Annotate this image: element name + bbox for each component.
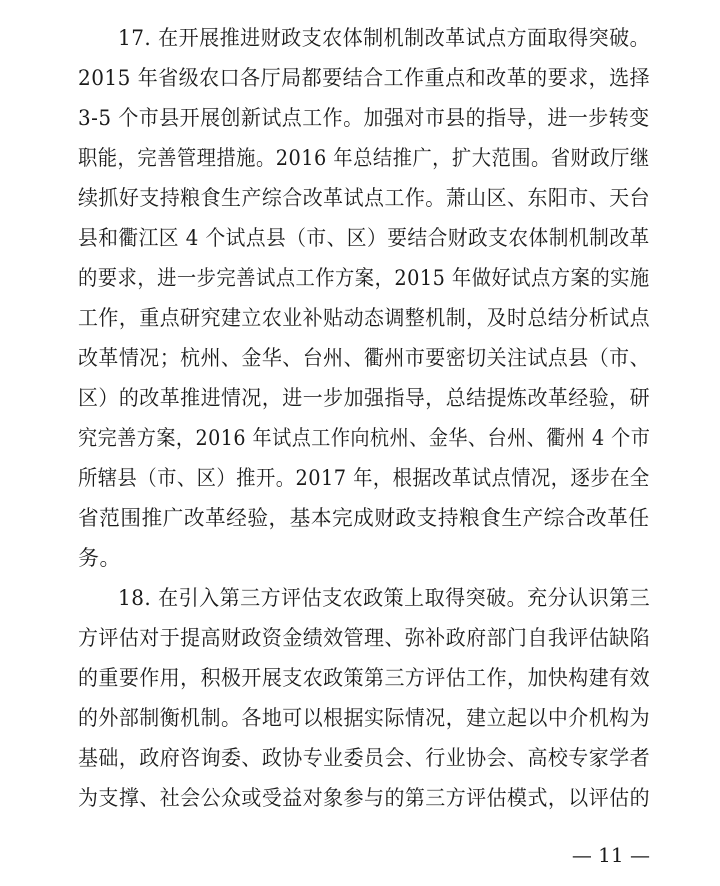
page-number: — 11 —	[571, 843, 650, 867]
paragraph-line: 职能，完善管理措施。2016 年总结推广，扩大范围。省财政厅继	[78, 146, 650, 170]
paragraph-line: 务。	[78, 546, 121, 570]
paragraph-line: 17. 在开展推进财政支农体制机制改革试点方面取得突破。	[118, 26, 651, 50]
paragraph-line: 工作，重点研究建立农业补贴动态调整机制，及时总结分析试点	[78, 306, 651, 330]
paragraph-line: 基础，政府咨询委、政协专业委员会、行业协会、高校专家学者	[78, 746, 651, 770]
paragraph-line: 区）的改革推进情况，进一步加强指导，总结提炼改革经验，研	[78, 386, 651, 410]
paragraph-line: 续抓好支持粮食生产综合改革试点工作。萧山区、东阳市、天台	[78, 186, 651, 210]
paragraph-line: 为支撑、社会公众或受益对象参与的第三方评估模式，以评估的	[78, 786, 651, 810]
paragraph-line: 方评估对于提高财政资金绩效管理、弥补政府部门自我评估缺陷	[78, 626, 651, 650]
paragraph-line: 县和衢江区 4 个试点县（市、区）要结合财政支农体制机制改革	[78, 226, 650, 250]
paragraph-line: 省范围推广改革经验，基本完成财政支持粮食生产综合改革任	[78, 506, 650, 530]
paragraph-line: 改革情况；杭州、金华、台州、衢州市要密切关注试点县（市、	[78, 346, 651, 370]
paragraph-line: 3-5 个市县开展创新试点工作。加强对市县的指导，进一步转变	[78, 106, 650, 130]
paragraph-line: 2015 年省级农口各厅局都要结合工作重点和改革的要求，选择	[78, 66, 651, 90]
paragraph-line: 究完善方案，2016 年试点工作向杭州、金华、台州、衢州 4 个市	[78, 426, 651, 450]
paragraph-line: 18. 在引入第三方评估支农政策上取得突破。充分认识第三	[118, 586, 651, 610]
paragraph-line: 的要求，进一步完善试点工作方案，2015 年做好试点方案的实施	[78, 266, 650, 290]
paragraph-line: 的重要作用，积极开展支农政策第三方评估工作，加快构建有效	[78, 666, 651, 690]
paragraph-line: 所辖县（市、区）推开。2017 年，根据改革试点情况，逐步在全	[78, 466, 650, 490]
paragraph-line: 的外部制衡机制。各地可以根据实际情况，建立起以中介机构为	[78, 706, 651, 730]
